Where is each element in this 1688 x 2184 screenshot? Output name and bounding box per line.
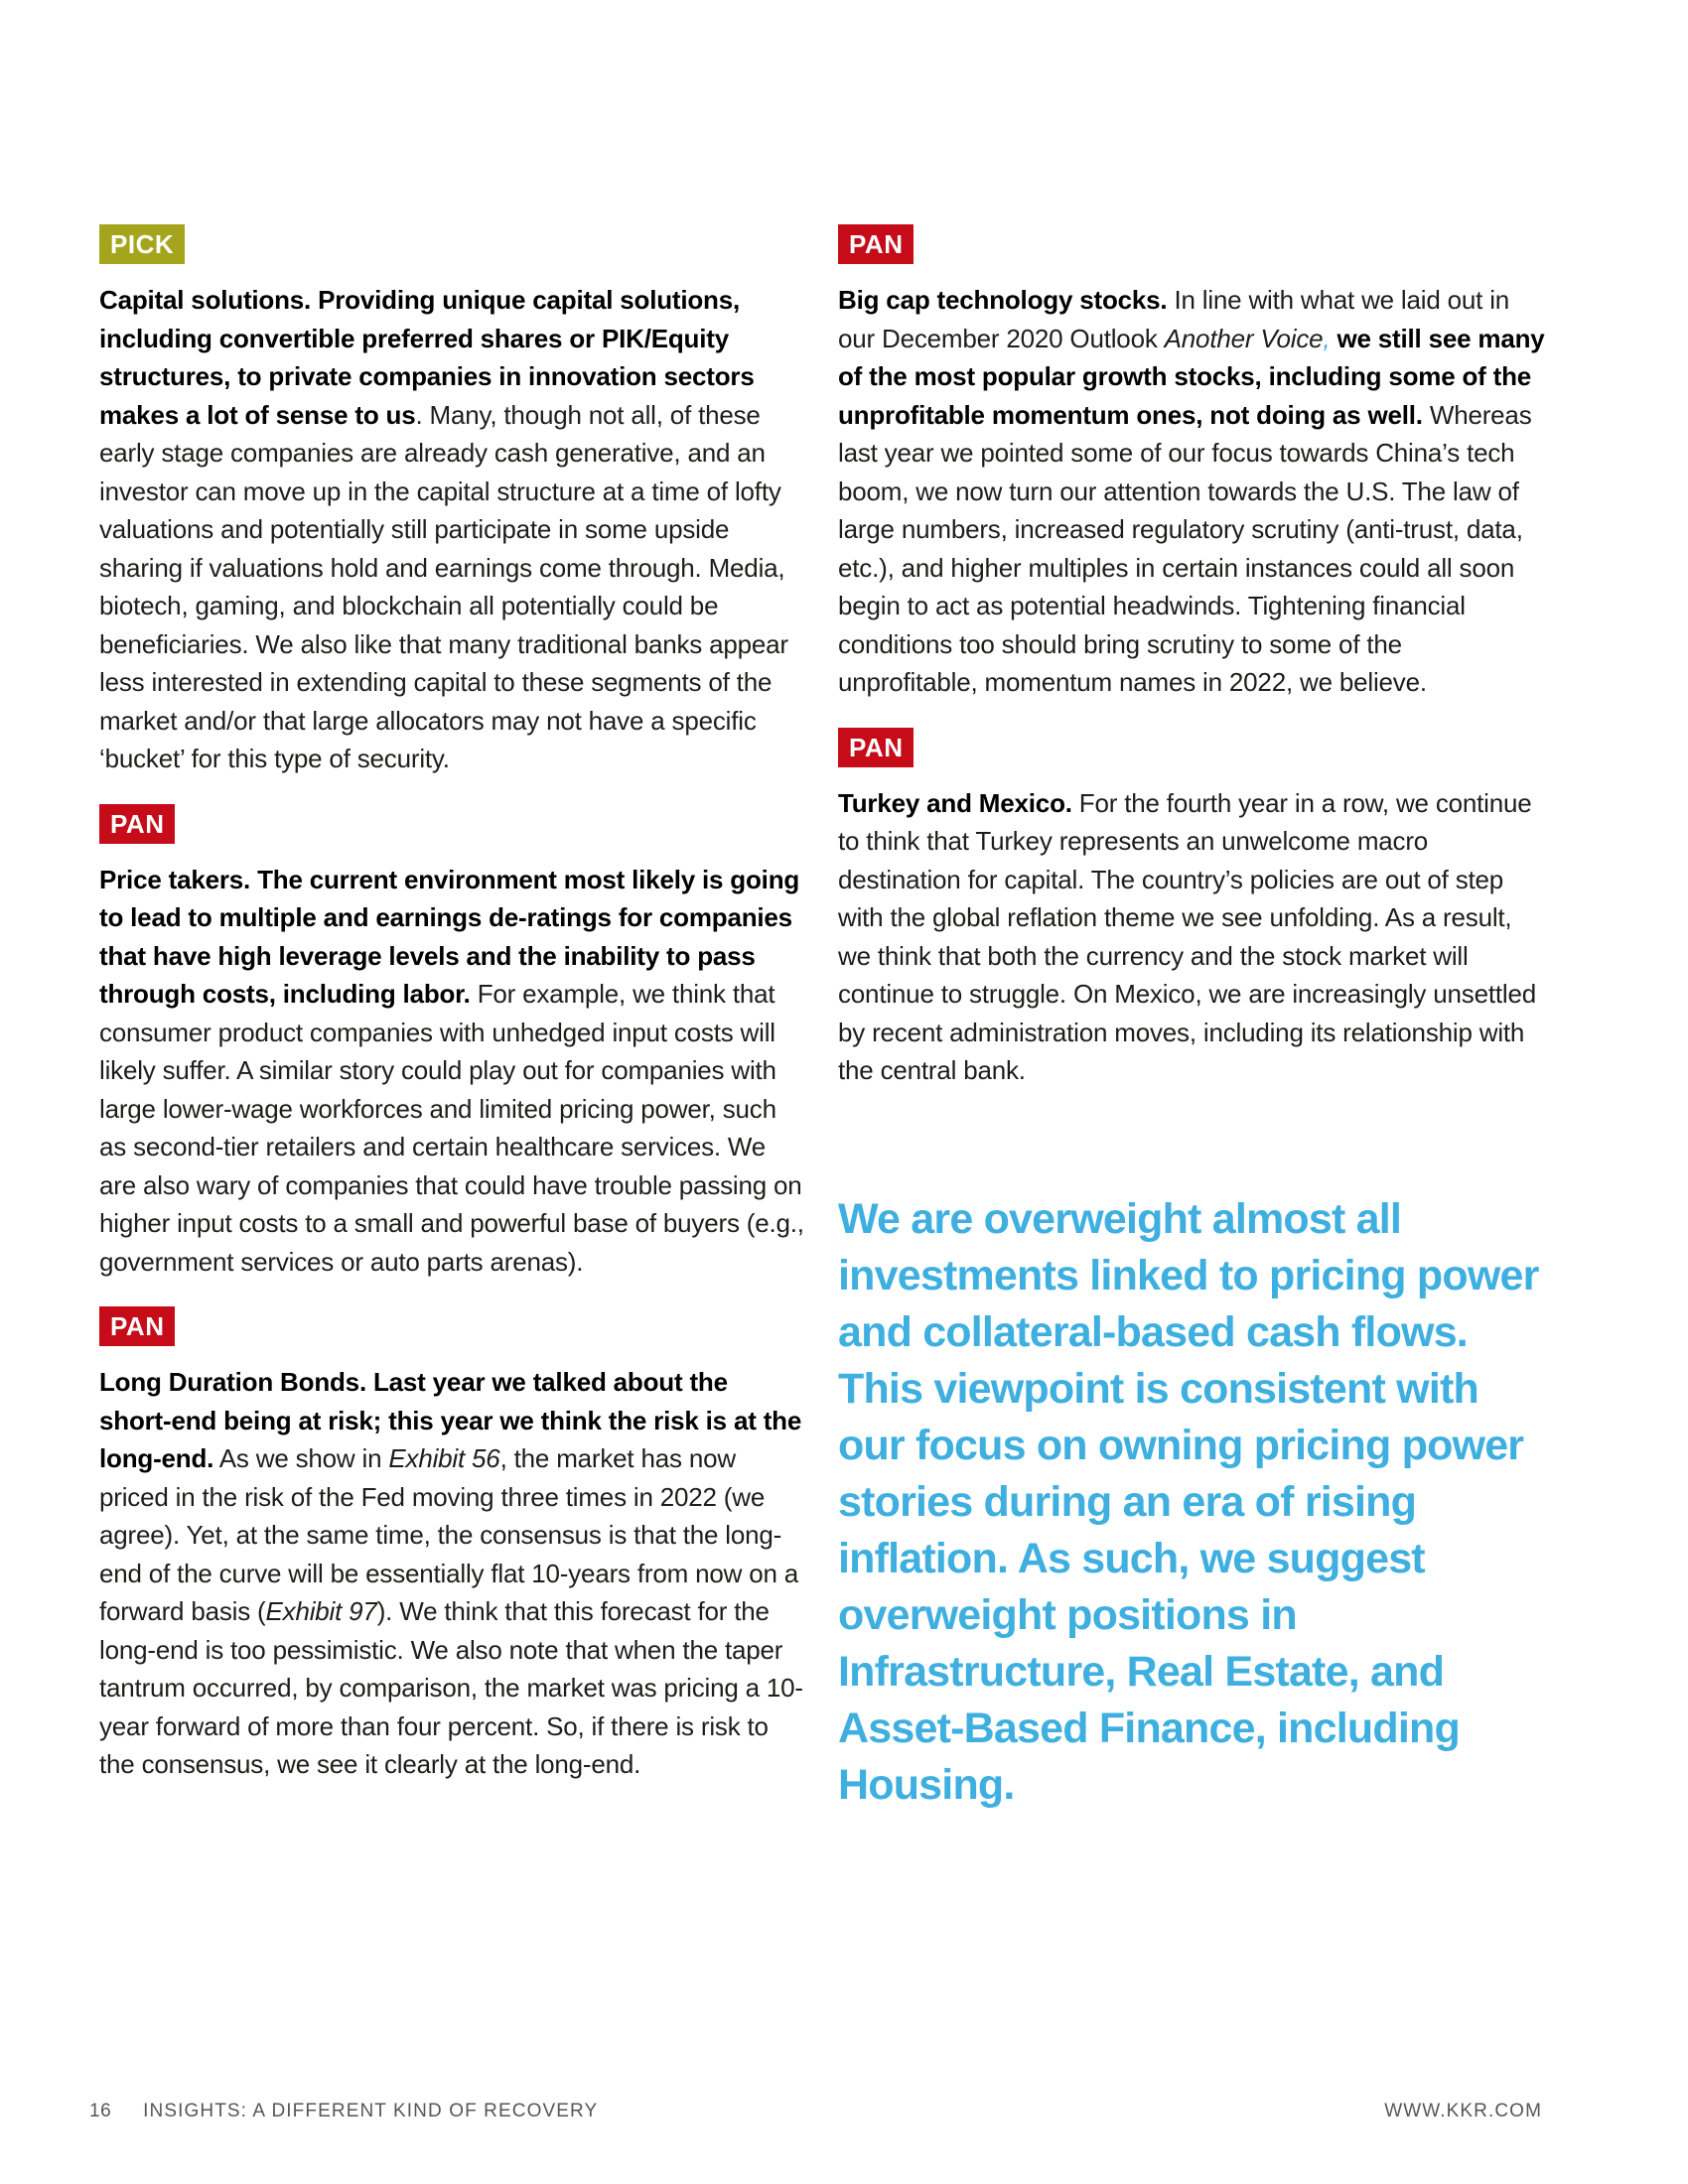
- text-segment: Long Duration Bonds. Last year we talked about the short-end being at risk; this year we think the risk is at the long-end.: [99, 1367, 802, 1473]
- pan-badge: PAN: [838, 728, 914, 767]
- section-turkey-and-mexico: [838, 728, 1545, 1090]
- section-big-cap-technology-stocks: [838, 224, 1545, 702]
- footer-doc-title: INSIGHTS: A DIFFERENT KIND OF RECOVERY: [143, 2101, 599, 2121]
- footer-website-link[interactable]: WWW.KKR.COM: [1384, 2101, 1542, 2121]
- text-segment: In line with what we laid out in our December 2020 Outlook: [838, 285, 1510, 353]
- left-column: [99, 224, 806, 1810]
- text-segment: Capital solutions. Providing unique capital solutions, including convertible preferred shares or PIK/Equity structures, to private companies in innovation sectors makes a lot of sense to us: [99, 285, 755, 430]
- section-long-duration-bonds-text: [99, 1363, 806, 1784]
- text-segment: ). We think that this forecast for the long-end is too pessimistic. We also note that when the taper tantrum occurred, by comparison, the market was pricing a 10-year forward of more than four percent. So, if there is risk to the consensus, we see it clearly at the long-end.: [99, 1596, 803, 1779]
- text-segment: , the market has now priced in the risk of the Fed moving three times in 2022 (we agree). Yet, at the same time, the consensus is that the long-end of the curve will be essentially flat 10-years from now on a forward basis (: [99, 1443, 799, 1626]
- page-number: 16: [89, 2101, 112, 2121]
- page-footer: [89, 2101, 1542, 2122]
- section-long-duration-bonds: [99, 1306, 806, 1784]
- right-column-sections: [838, 224, 1545, 1090]
- section-turkey-and-mexico-text: [838, 784, 1545, 1090]
- another-voice-link[interactable]: ,: [1323, 323, 1331, 353]
- section-big-cap-technology-stocks-text: [838, 281, 1545, 702]
- text-segment: For example, we think that consumer product companies with unhedged input costs will likely suffer. A similar story could play out for companies with large lower-wage workforces and limited pricing power, such as second-tier retailers and certain healthcare services. We are also wary of companies that could have trouble passing on higher input costs to a small and powerful base of buyers (e.g., government services or auto parts arenas).: [99, 979, 804, 1277]
- right-column: [838, 224, 1545, 1814]
- text-segment: . Many, though not all, of these early stage companies are already cash generative, and an investor can move up in the capital structure at a time of lofty valuations and potentially still participate in some upside sharing if valuations hold and earnings come through. Media, biotech, gaming, and blockchain all potentially could be beneficiaries. We also like that many traditional banks appear less interested in extending capital to these segments of the market and/or that large allocators may not have a specific ‘bucket’ for this type of security.: [99, 399, 788, 773]
- text-segment: Turkey and Mexico.: [838, 787, 1072, 818]
- pick-badge: PICK: [99, 224, 185, 264]
- section-capital-solutions: [99, 224, 806, 778]
- text-segment: Exhibit 97: [265, 1596, 377, 1626]
- text-segment: Exhibit 56: [388, 1443, 500, 1473]
- text-segment: As we show in: [213, 1443, 389, 1473]
- text-segment: For the fourth year in a row, we continue to think that Turkey represents an unwelcome macro destination for capital. The country’s policies are out of step with the global reflation theme we see unfolding. As a result, we think that both the currency and the stock market will continue to struggle. On Mexico, we are increasingly unsettled by recent administration moves, including its relationship with the central bank.: [838, 787, 1536, 1085]
- text-segment: Another Voice: [1164, 323, 1324, 353]
- text-segment: Whereas last year we pointed some of our focus towards China’s tech boom, we now turn our attention towards the U.S. The law of large numbers, increased regulatory scrutiny (anti-trust, data, etc.), and higher multiples in certain instances could all soon begin to act as potential headwinds. Tightening financial conditions too should bring scrutiny to some of the unprofitable, momentum names in 2022, we believe.: [838, 399, 1532, 697]
- pan-badge: PAN: [99, 804, 175, 844]
- pan-badge: PAN: [838, 224, 914, 264]
- section-price-takers: [99, 804, 806, 1282]
- text-segment: Big cap technology stocks.: [838, 285, 1168, 315]
- section-price-takers-text: [99, 861, 806, 1282]
- pull-quote: We are overweight almost all investments linked to pricing power and collateral-based cash flows. This viewpoint is consistent with our focus on owning pricing power stories during an era of rising inflation. As such, we suggest overweight positions in Infrastructure, Real Estate, and Asset-Based Finance, including Housing.: [838, 1194, 1539, 1809]
- section-capital-solutions-text: [99, 281, 806, 778]
- pan-badge: PAN: [99, 1306, 175, 1346]
- text-segment: Price takers. The current environment most likely is going to lead to multiple and earnings de-ratings for companies that have high leverage levels and the inability to pass through costs, including labor.: [99, 864, 800, 1009]
- text-segment: we still see many of the most popular growth stocks, including some of the unprofitable momentum ones, not doing as well.: [838, 323, 1545, 430]
